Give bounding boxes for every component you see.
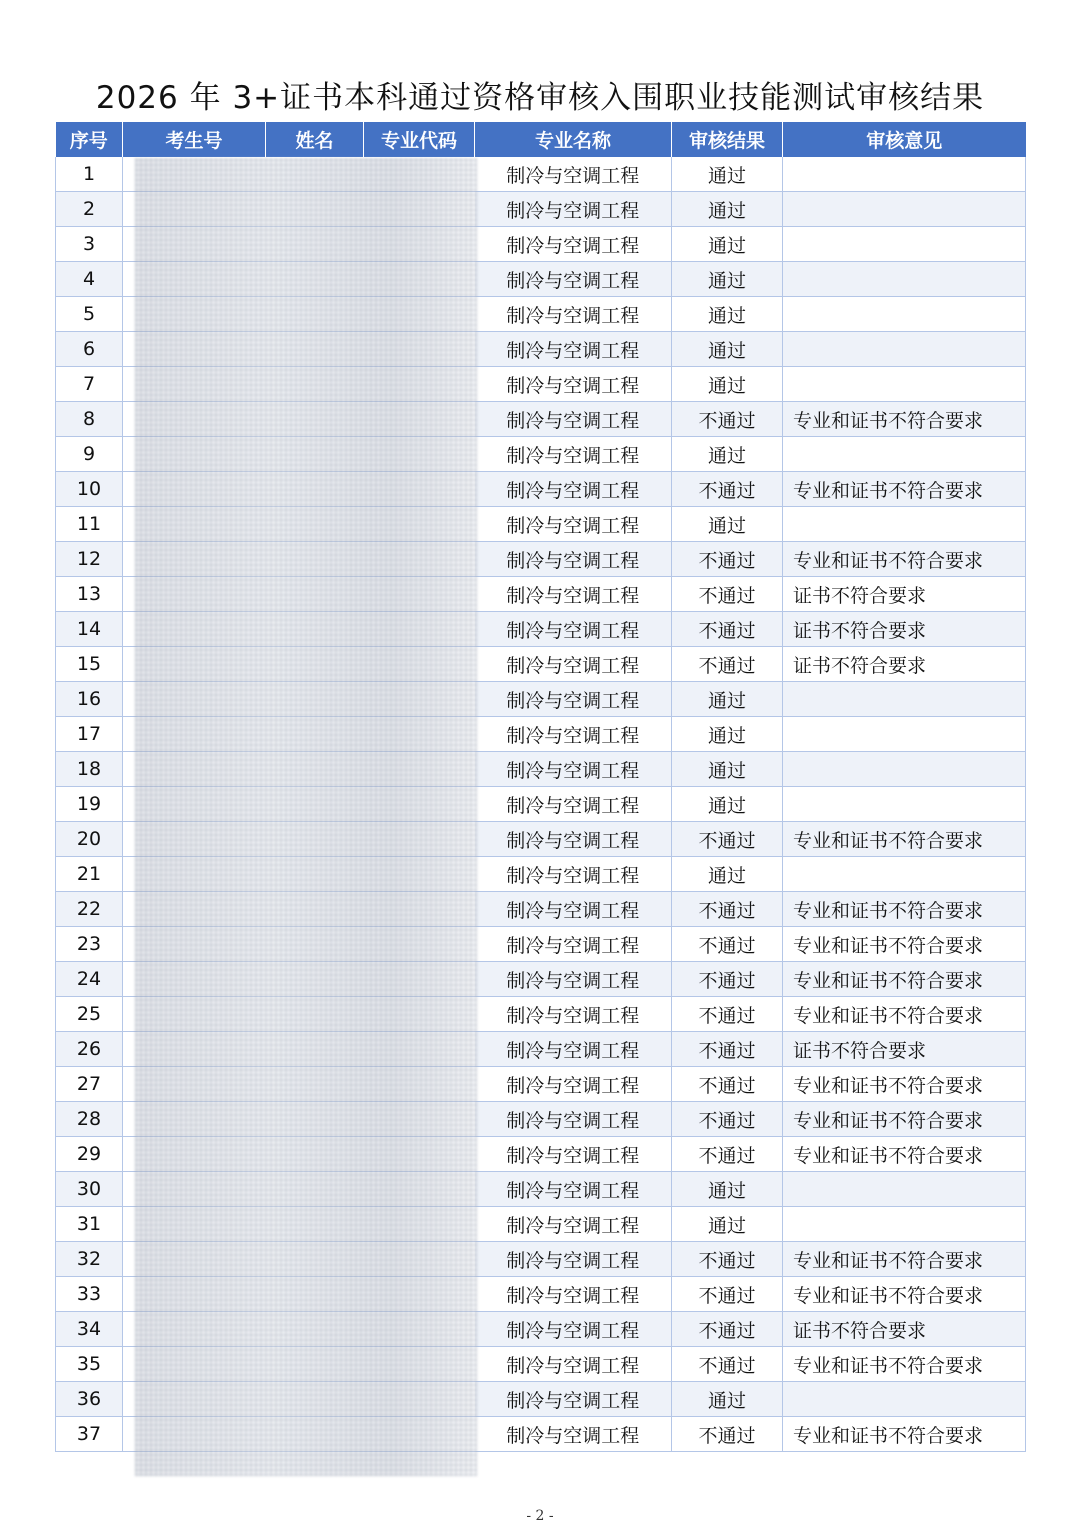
cell-remark: 专业和证书不符合要求 xyxy=(783,1242,1026,1277)
cell-index: 33 xyxy=(56,1277,123,1312)
page-title: 2026 年 3+证书本科通过资格审核入围职业技能测试审核结果 xyxy=(95,80,985,116)
cell-index: 2 xyxy=(56,192,123,227)
cell-remark xyxy=(783,1172,1026,1207)
cell-major-name: 制冷与空调工程 xyxy=(475,892,672,927)
cell-remark xyxy=(783,752,1026,787)
cell-index: 13 xyxy=(56,577,123,612)
cell-index: 1 xyxy=(56,157,123,192)
cell-index: 34 xyxy=(56,1312,123,1347)
cell-index: 25 xyxy=(56,997,123,1032)
cell-remark xyxy=(783,1382,1026,1417)
col-header-remark: 审核意见 xyxy=(783,122,1026,157)
cell-major-name: 制冷与空调工程 xyxy=(475,787,672,822)
cell-major-name: 制冷与空调工程 xyxy=(475,437,672,472)
cell-major-name: 制冷与空调工程 xyxy=(475,1137,672,1172)
cell-major-name: 制冷与空调工程 xyxy=(475,542,672,577)
cell-result: 通过 xyxy=(672,227,783,262)
cell-result: 不通过 xyxy=(672,1417,783,1452)
cell-remark: 专业和证书不符合要求 xyxy=(783,542,1026,577)
table-header-row xyxy=(56,122,1026,157)
cell-remark: 专业和证书不符合要求 xyxy=(783,822,1026,857)
cell-remark xyxy=(783,332,1026,367)
cell-major-name: 制冷与空调工程 xyxy=(475,157,672,192)
cell-index: 28 xyxy=(56,1102,123,1137)
cell-remark: 证书不符合要求 xyxy=(783,612,1026,647)
cell-index: 10 xyxy=(56,472,123,507)
cell-remark: 专业和证书不符合要求 xyxy=(783,997,1026,1032)
cell-remark xyxy=(783,227,1026,262)
cell-major-name: 制冷与空调工程 xyxy=(475,1102,672,1137)
cell-remark: 专业和证书不符合要求 xyxy=(783,1277,1026,1312)
col-header-major-name: 专业名称 xyxy=(475,122,672,157)
cell-index: 21 xyxy=(56,857,123,892)
cell-remark: 专业和证书不符合要求 xyxy=(783,1347,1026,1382)
cell-remark xyxy=(783,367,1026,402)
cell-index: 19 xyxy=(56,787,123,822)
cell-major-name: 制冷与空调工程 xyxy=(475,472,672,507)
cell-result: 通过 xyxy=(672,1382,783,1417)
cell-remark xyxy=(783,717,1026,752)
cell-major-name: 制冷与空调工程 xyxy=(475,927,672,962)
cell-index: 9 xyxy=(56,437,123,472)
cell-major-name: 制冷与空调工程 xyxy=(475,997,672,1032)
cell-index: 20 xyxy=(56,822,123,857)
cell-index: 5 xyxy=(56,297,123,332)
cell-major-name: 制冷与空调工程 xyxy=(475,577,672,612)
cell-remark: 专业和证书不符合要求 xyxy=(783,892,1026,927)
cell-major-name: 制冷与空调工程 xyxy=(475,682,672,717)
cell-remark: 证书不符合要求 xyxy=(783,647,1026,682)
cell-major-name: 制冷与空调工程 xyxy=(475,612,672,647)
col-header-exam-id: 考生号 xyxy=(123,122,266,157)
cell-result: 不通过 xyxy=(672,402,783,437)
cell-result: 不通过 xyxy=(672,1312,783,1347)
cell-index: 24 xyxy=(56,962,123,997)
cell-major-name: 制冷与空调工程 xyxy=(475,647,672,682)
cell-major-name: 制冷与空调工程 xyxy=(475,262,672,297)
cell-major-name: 制冷与空调工程 xyxy=(475,1207,672,1242)
cell-index: 36 xyxy=(56,1382,123,1417)
cell-index: 35 xyxy=(56,1347,123,1382)
cell-index: 32 xyxy=(56,1242,123,1277)
cell-result: 通过 xyxy=(672,262,783,297)
cell-remark: 证书不符合要求 xyxy=(783,1312,1026,1347)
cell-major-name: 制冷与空调工程 xyxy=(475,1067,672,1102)
cell-remark xyxy=(783,437,1026,472)
cell-result: 通过 xyxy=(672,437,783,472)
cell-index: 37 xyxy=(56,1417,123,1452)
cell-index: 26 xyxy=(56,1032,123,1067)
cell-major-name: 制冷与空调工程 xyxy=(475,1382,672,1417)
cell-result: 通过 xyxy=(672,1172,783,1207)
cell-major-name: 制冷与空调工程 xyxy=(475,367,672,402)
cell-result: 不通过 xyxy=(672,1277,783,1312)
cell-index: 11 xyxy=(56,507,123,542)
cell-result: 通过 xyxy=(672,857,783,892)
cell-index: 31 xyxy=(56,1207,123,1242)
cell-major-name: 制冷与空调工程 xyxy=(475,297,672,332)
page-number: - 2 - xyxy=(526,1508,554,1524)
cell-index: 14 xyxy=(56,612,123,647)
cell-remark: 专业和证书不符合要求 xyxy=(783,472,1026,507)
cell-remark: 专业和证书不符合要求 xyxy=(783,402,1026,437)
cell-major-name: 制冷与空调工程 xyxy=(475,402,672,437)
cell-result: 通过 xyxy=(672,367,783,402)
cell-remark xyxy=(783,262,1026,297)
cell-result: 不通过 xyxy=(672,612,783,647)
cell-remark xyxy=(783,192,1026,227)
cell-result: 不通过 xyxy=(672,472,783,507)
col-header-result: 审核结果 xyxy=(672,122,783,157)
cell-major-name: 制冷与空调工程 xyxy=(475,332,672,367)
cell-remark: 专业和证书不符合要求 xyxy=(783,1417,1026,1452)
cell-major-name: 制冷与空调工程 xyxy=(475,1032,672,1067)
cell-major-name: 制冷与空调工程 xyxy=(475,507,672,542)
cell-remark: 专业和证书不符合要求 xyxy=(783,1137,1026,1172)
cell-major-name: 制冷与空调工程 xyxy=(475,227,672,262)
cell-major-name: 制冷与空调工程 xyxy=(475,1172,672,1207)
cell-result: 不通过 xyxy=(672,1242,783,1277)
cell-index: 30 xyxy=(56,1172,123,1207)
cell-result: 不通过 xyxy=(672,1032,783,1067)
cell-result: 不通过 xyxy=(672,647,783,682)
cell-result: 不通过 xyxy=(672,1137,783,1172)
cell-remark xyxy=(783,297,1026,332)
cell-major-name: 制冷与空调工程 xyxy=(475,192,672,227)
cell-result: 通过 xyxy=(672,157,783,192)
cell-remark: 证书不符合要求 xyxy=(783,1032,1026,1067)
cell-index: 8 xyxy=(56,402,123,437)
cell-major-name: 制冷与空调工程 xyxy=(475,1242,672,1277)
col-header-name: 姓名 xyxy=(266,122,364,157)
cell-result: 通过 xyxy=(672,752,783,787)
cell-remark xyxy=(783,682,1026,717)
cell-major-name: 制冷与空调工程 xyxy=(475,752,672,787)
cell-result: 通过 xyxy=(672,717,783,752)
cell-result: 通过 xyxy=(672,1207,783,1242)
cell-index: 23 xyxy=(56,927,123,962)
cell-index: 22 xyxy=(56,892,123,927)
cell-result: 不通过 xyxy=(672,1067,783,1102)
cell-index: 15 xyxy=(56,647,123,682)
col-header-index: 序号 xyxy=(56,122,123,157)
cell-index: 18 xyxy=(56,752,123,787)
cell-index: 29 xyxy=(56,1137,123,1172)
cell-remark: 证书不符合要求 xyxy=(783,577,1026,612)
col-header-major-code: 专业代码 xyxy=(364,122,475,157)
cell-major-name: 制冷与空调工程 xyxy=(475,717,672,752)
cell-remark xyxy=(783,1207,1026,1242)
cell-remark: 专业和证书不符合要求 xyxy=(783,1067,1026,1102)
cell-result: 不通过 xyxy=(672,1102,783,1137)
cell-remark xyxy=(783,507,1026,542)
cell-result: 不通过 xyxy=(672,577,783,612)
cell-result: 不通过 xyxy=(672,997,783,1032)
redacted-mosaic xyxy=(135,158,477,1476)
cell-result: 不通过 xyxy=(672,542,783,577)
cell-major-name: 制冷与空调工程 xyxy=(475,1347,672,1382)
cell-index: 7 xyxy=(56,367,123,402)
cell-result: 通过 xyxy=(672,507,783,542)
cell-major-name: 制冷与空调工程 xyxy=(475,822,672,857)
cell-major-name: 制冷与空调工程 xyxy=(475,857,672,892)
cell-result: 通过 xyxy=(672,682,783,717)
cell-index: 4 xyxy=(56,262,123,297)
cell-index: 17 xyxy=(56,717,123,752)
cell-index: 6 xyxy=(56,332,123,367)
cell-major-name: 制冷与空调工程 xyxy=(475,1312,672,1347)
cell-result: 通过 xyxy=(672,332,783,367)
cell-major-name: 制冷与空调工程 xyxy=(475,1417,672,1452)
cell-result: 不通过 xyxy=(672,962,783,997)
cell-remark: 专业和证书不符合要求 xyxy=(783,962,1026,997)
cell-result: 不通过 xyxy=(672,927,783,962)
cell-result: 通过 xyxy=(672,787,783,822)
cell-index: 12 xyxy=(56,542,123,577)
cell-result: 不通过 xyxy=(672,822,783,857)
cell-remark xyxy=(783,787,1026,822)
cell-result: 不通过 xyxy=(672,892,783,927)
cell-remark: 专业和证书不符合要求 xyxy=(783,927,1026,962)
cell-remark xyxy=(783,857,1026,892)
cell-result: 不通过 xyxy=(672,1347,783,1382)
cell-index: 3 xyxy=(56,227,123,262)
cell-major-name: 制冷与空调工程 xyxy=(475,962,672,997)
cell-index: 27 xyxy=(56,1067,123,1102)
cell-result: 通过 xyxy=(672,192,783,227)
cell-index: 16 xyxy=(56,682,123,717)
cell-result: 通过 xyxy=(672,297,783,332)
cell-remark: 专业和证书不符合要求 xyxy=(783,1102,1026,1137)
cell-major-name: 制冷与空调工程 xyxy=(475,1277,672,1312)
cell-remark xyxy=(783,157,1026,192)
